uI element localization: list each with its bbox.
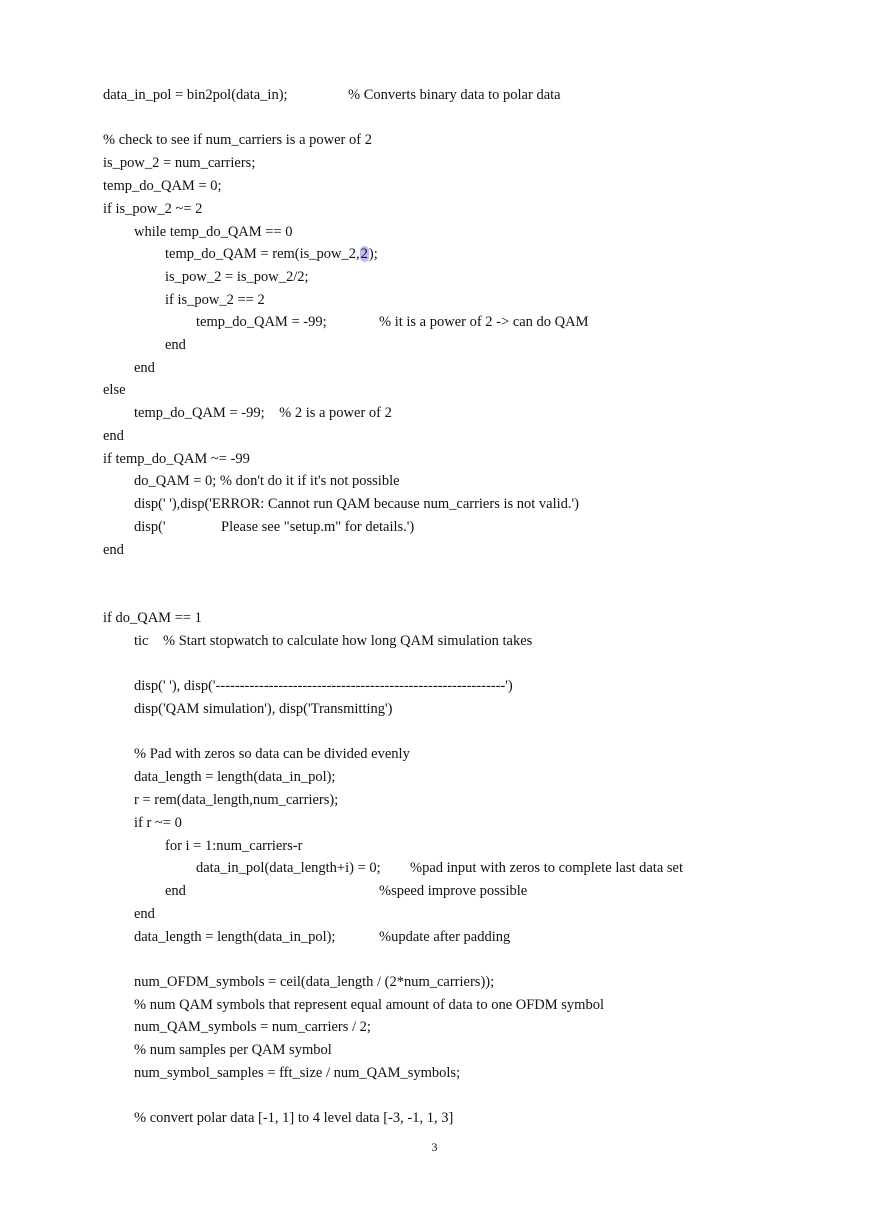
code-line <box>103 131 372 149</box>
code-line <box>103 86 561 104</box>
code-text: num_OFDM_symbols = ceil(data_length / (2*num_carriers)); <box>134 974 495 990</box>
code-comment: %pad input with zeros to complete last data set <box>410 860 684 876</box>
code-text: r = rem(data_length,num_carriers); <box>134 792 339 808</box>
code-text: temp_do_QAM = rem(is_pow_2, <box>165 246 360 262</box>
code-line <box>134 814 182 832</box>
code-text: data_length = length(data_in_pol); <box>134 929 336 945</box>
code-text: disp(' <box>134 519 166 535</box>
code-text: num_symbol_samples = fft_size / num_QAM_symbols; <box>134 1065 461 1081</box>
code-text: if do_QAM == 1 <box>103 610 202 626</box>
code-text: end <box>103 542 124 558</box>
code-text: num_QAM_symbols = num_carriers / 2; <box>134 1019 371 1035</box>
code-line <box>196 313 589 331</box>
code-text: disp('QAM simulation'), disp('Transmitting') <box>134 701 393 717</box>
search-highlight: 2 <box>360 246 368 262</box>
code-line <box>134 223 293 241</box>
code-text: for i = 1:num_carriers-r <box>165 838 303 854</box>
code-text: is_pow_2 = num_carriers; <box>103 155 256 171</box>
code-text: % Pad with zeros so data can be divided evenly <box>134 746 410 762</box>
code-line <box>165 291 265 309</box>
code-line <box>103 450 250 468</box>
code-text: end <box>134 906 155 922</box>
code-line <box>134 472 400 490</box>
code-text: temp_do_QAM = -99; <box>196 314 327 330</box>
code-line <box>165 268 309 286</box>
code-line <box>134 1109 453 1127</box>
code-line <box>165 245 378 263</box>
code-text: temp_do_QAM = 0; <box>103 178 222 194</box>
code-line <box>134 791 338 809</box>
code-text: temp_do_QAM = -99; % 2 is a power of 2 <box>134 405 392 421</box>
code-line <box>134 495 579 513</box>
code-line <box>103 427 124 445</box>
code-comment: %speed improve possible <box>379 883 528 899</box>
page-number: 3 <box>431 1140 438 1154</box>
code-line <box>103 154 255 172</box>
code-line <box>134 973 494 991</box>
code-text: do_QAM = 0; % don't do it if it's not possible <box>134 473 400 489</box>
code-line <box>134 928 511 946</box>
code-line <box>134 359 155 377</box>
code-text: % num samples per QAM symbol <box>134 1042 332 1058</box>
code-line <box>134 1064 460 1082</box>
code-text: else <box>103 382 126 398</box>
code-line <box>165 837 302 855</box>
code-line <box>134 1041 332 1059</box>
code-line <box>103 609 202 627</box>
code-text: ); <box>368 246 378 262</box>
code-text: end <box>165 883 186 899</box>
code-line <box>134 404 392 422</box>
code-text: disp(' '), disp('------------------------------------------------------------') <box>134 678 513 694</box>
code-text: end <box>165 337 186 353</box>
code-text: % convert polar data [-1, 1] to 4 level data [-3, -1, 1, 3] <box>134 1110 454 1126</box>
code-comment: Please see "setup.m" for details.') <box>221 519 415 535</box>
code-text: data_in_pol(data_length+i) = 0; <box>196 860 381 876</box>
code-line <box>103 381 126 399</box>
code-line <box>134 677 513 695</box>
code-comment: % Converts binary data to polar data <box>348 87 561 103</box>
code-comment: %update after padding <box>379 929 511 945</box>
code-text: disp(' '),disp('ERROR: Cannot run QAM because num_carriers is not valid.') <box>134 496 579 512</box>
code-text: if temp_do_QAM ~= -99 <box>103 451 250 467</box>
code-line <box>196 859 684 877</box>
code-comment: % it is a power of 2 -> can do QAM <box>379 314 589 330</box>
code-text: end <box>103 428 124 444</box>
code-line <box>165 882 528 900</box>
code-line <box>134 518 415 536</box>
code-text: data_in_pol = bin2pol(data_in); <box>103 87 288 103</box>
code-line <box>134 632 532 650</box>
code-text: if r ~= 0 <box>134 815 182 831</box>
code-text: end <box>134 360 155 376</box>
code-line <box>165 336 186 354</box>
code-text: % num QAM symbols that represent equal amount of data to one OFDM symbol <box>134 997 604 1013</box>
code-line <box>134 768 335 786</box>
code-text: if is_pow_2 == 2 <box>165 292 265 308</box>
code-line <box>134 700 392 718</box>
code-text: tic % Start stopwatch to calculate how long QAM simulation takes <box>134 633 533 649</box>
code-text: data_length = length(data_in_pol); <box>134 769 336 785</box>
code-line <box>103 200 202 218</box>
code-line <box>134 745 410 763</box>
code-text: is_pow_2 = is_pow_2/2; <box>165 269 309 285</box>
code-line <box>134 1018 371 1036</box>
code-line <box>103 177 222 195</box>
code-line <box>103 541 124 559</box>
code-text: while temp_do_QAM == 0 <box>134 224 293 240</box>
code-line <box>134 905 155 923</box>
code-line <box>134 996 604 1014</box>
code-text: if is_pow_2 ~= 2 <box>103 201 203 217</box>
code-text: % check to see if num_carriers is a power of 2 <box>103 132 372 148</box>
